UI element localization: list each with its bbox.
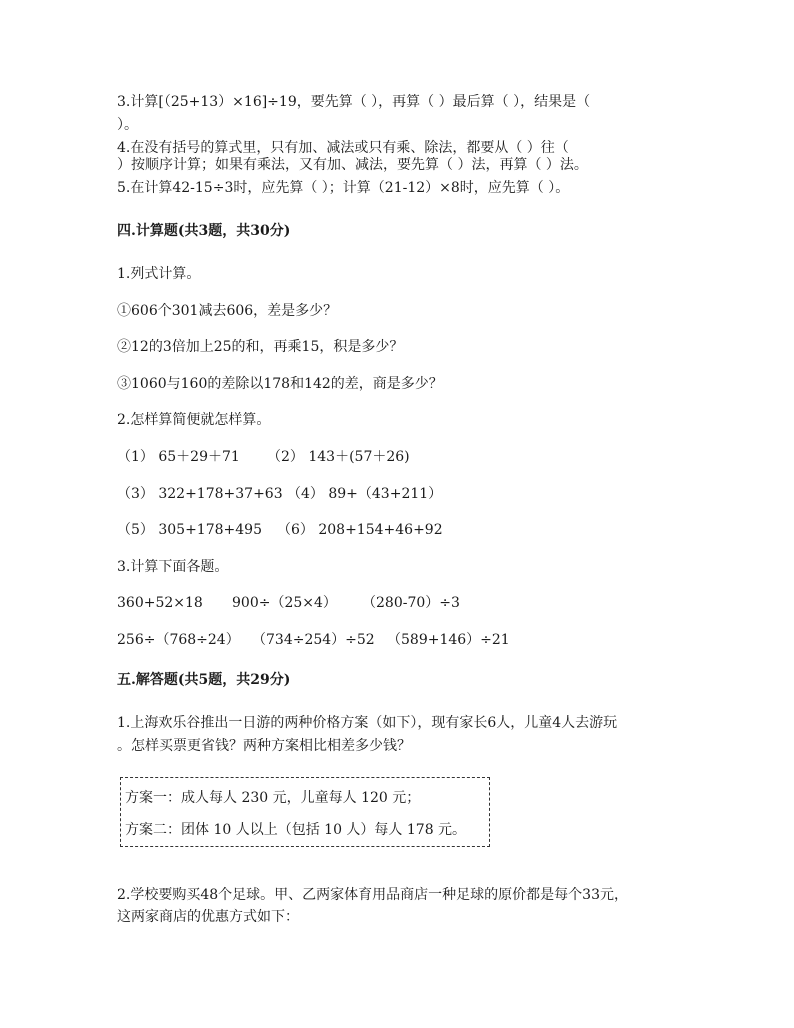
s4-q3-expr-5: （734÷254）÷52: [252, 632, 375, 648]
s5-q2-line1: 2.学校要购买48个足球。甲、乙两家体育用品商店一种足球的原价都是每个33元，: [117, 887, 628, 903]
s4-q3-expr-2: 900÷（25×4）: [232, 595, 337, 611]
s3-q4-line1: 4.在没有括号的算式里，只有加、减法或只有乘、除法，都要从（ ）往（: [117, 140, 569, 156]
s4-q2-expr-3: （3） 322+178+37+63: [117, 486, 283, 502]
s5-q1-line1: 1.上海欢乐谷推出一日游的两种价格方案（如下），现有家长6人，儿童4人去游玩: [117, 715, 618, 731]
s5-q1-line2: 。怎样买票更省钱？两种方案相比相差多少钱？: [117, 738, 411, 754]
s3-q4-line2: ）按顺序计算；如果有乘法，又有加、减法，要先算（ ）法，再算（ ）法。: [117, 157, 588, 173]
s4-q1-item-2: ②12的3倍加上25的和，再乘15，积是多少？: [117, 339, 404, 355]
section4-heading: 四.计算题(共3题，共30分): [117, 223, 291, 239]
s4-q3-title: 3.计算下面各题。: [117, 559, 229, 575]
s4-q3-expr-3: （280-70）÷3: [362, 595, 460, 611]
section5-heading: 五.解答题(共5题，共29分): [117, 672, 291, 688]
s3-q5-line1: 5.在计算42-15÷3时，应先算（ ）；计算（21-12）×8时，应先算（ ）。: [117, 180, 570, 196]
s4-q2-expr-5: （5） 305+178+495: [117, 522, 262, 538]
s4-q2-expr-1: （1） 65＋29＋71: [117, 449, 240, 465]
s4-q3-expr-6: （589+146）÷21: [387, 632, 510, 648]
s4-q3-expr-1: 360+52×18: [117, 595, 203, 611]
s4-q1-item-1: ①606个301减去606，差是多少？: [117, 303, 338, 319]
s5-q2-line2: 这两家商店的优惠方式如下：: [117, 909, 299, 925]
s3-q3-line2: ）。: [117, 117, 138, 133]
s3-q3-line1: 3.计算[（25+13）×16]÷19，要先算（ ），再算（ ）最后算（ ），结果是（: [117, 94, 591, 110]
s4-q2-expr-2: （2） 143＋(57＋26): [267, 449, 410, 465]
s4-q2-expr-6: （6） 208+154+46+92: [277, 522, 443, 538]
s4-q2-title: 2.怎样算简便就怎样算。: [117, 412, 271, 428]
s4-q1-title: 1.列式计算。: [117, 266, 201, 282]
plan-2-text: 方案二：团体 10 人以上（包括 10 人）每人 178 元。: [125, 822, 467, 838]
price-plans-box: [120, 777, 490, 847]
plan-1-text: 方案一：成人每人 230 元，儿童每人 120 元；: [125, 790, 421, 806]
s4-q2-expr-4: （4） 89+（43+211）: [287, 486, 443, 502]
s4-q1-item-3: ③1060与160的差除以178和142的差，商是多少？: [117, 376, 443, 392]
s4-q3-expr-4: 256÷（768÷24）: [117, 632, 240, 648]
